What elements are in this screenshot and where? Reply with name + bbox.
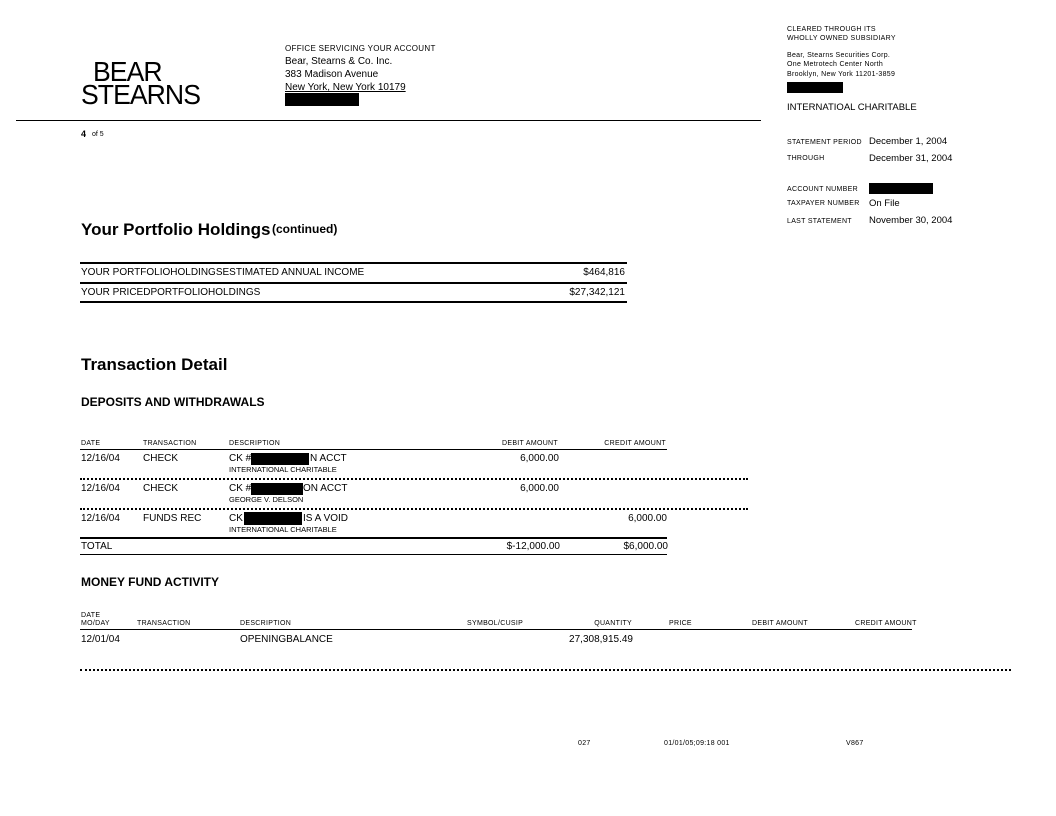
col-quantity: QUANTITY bbox=[594, 620, 632, 627]
col-date: DATE bbox=[81, 440, 101, 447]
row-desc-line2: GEORGE V. DELSON bbox=[229, 495, 304, 504]
row-date: 12/16/04 bbox=[81, 453, 120, 464]
row-date: 12/16/04 bbox=[81, 513, 120, 524]
deposits-heading: DEPOSITS AND WITHDRAWALS bbox=[81, 395, 265, 409]
mf-row-description: OPENINGBALANCE bbox=[240, 634, 333, 645]
redaction-box bbox=[251, 483, 303, 495]
footer-code1: 027 bbox=[578, 740, 591, 747]
through-value: December 31, 2004 bbox=[869, 153, 953, 164]
redaction-box bbox=[244, 512, 302, 525]
statement-period-label: STATEMENT PERIOD bbox=[787, 139, 862, 146]
money-fund-header-rule bbox=[80, 629, 912, 630]
redaction-box bbox=[787, 82, 843, 93]
holdings-title: Your Portfolio Holdings bbox=[81, 220, 271, 239]
header-rule bbox=[16, 120, 761, 121]
row-credit: 6,000.00 bbox=[628, 513, 667, 524]
row-date: 12/16/04 bbox=[81, 483, 120, 494]
col-price: PRICE bbox=[669, 620, 692, 627]
page-number: 4 bbox=[81, 129, 87, 139]
col-credit: CREDIT AMOUNT bbox=[855, 620, 917, 627]
clearing-line1: CLEARED THROUGH ITS bbox=[787, 26, 876, 33]
col-transaction: TRANSACTION bbox=[143, 440, 197, 447]
holdings-subtitle: (continued) bbox=[272, 222, 338, 236]
holdings-rule-bottom bbox=[80, 301, 627, 303]
row-desc-a: CK bbox=[229, 513, 243, 524]
col-date-top: DATE bbox=[81, 612, 101, 619]
row-debit: 6,000.00 bbox=[520, 483, 559, 494]
account-name: INTERNATIOAL CHARITABLE bbox=[787, 102, 917, 113]
logo-line2: STEARNS bbox=[81, 79, 200, 110]
col-credit: CREDIT AMOUNT bbox=[604, 440, 666, 447]
through-label: THROUGH bbox=[787, 155, 825, 162]
row-divider bbox=[80, 478, 748, 480]
col-debit: DEBIT AMOUNT bbox=[502, 440, 558, 447]
row-desc-b: ON ACCT bbox=[303, 483, 348, 494]
office-name: Bear, Stearns & Co. Inc. bbox=[285, 56, 393, 67]
row-transaction: FUNDS REC bbox=[143, 513, 202, 524]
row-debit: 6,000.00 bbox=[520, 453, 559, 464]
taxpayer-value: On File bbox=[869, 198, 900, 209]
col-moday: MO/DAY bbox=[81, 620, 110, 627]
transaction-detail-title: Transaction Detail bbox=[81, 355, 228, 374]
row-desc-b: IS A VOID bbox=[303, 513, 349, 524]
row-desc-a: CK # bbox=[229, 483, 252, 494]
last-statement-label: LAST STATEMENT bbox=[787, 218, 852, 225]
footer-code2: V867 bbox=[846, 740, 864, 747]
holdings-row-value: $464,816 bbox=[583, 267, 625, 278]
row-transaction: CHECK bbox=[143, 483, 179, 494]
holdings-row-label: YOUR PORTFOLIOHOLDINGSESTIMATED ANNUAL INCOME bbox=[81, 267, 365, 278]
row-divider bbox=[80, 508, 748, 510]
last-statement-value: November 30, 2004 bbox=[869, 215, 953, 226]
account-number-redaction bbox=[869, 183, 933, 194]
holdings-row-label: YOUR PRICEDPORTFOLIOHOLDINGS bbox=[81, 287, 261, 298]
account-number-label: ACCOUNT NUMBER bbox=[787, 186, 858, 193]
col-description: DESCRIPTION bbox=[240, 620, 292, 627]
taxpayer-label: TAXPAYER NUMBER bbox=[787, 200, 860, 207]
mf-row-quantity: 27,308,915.49 bbox=[569, 634, 633, 645]
col-debit: DEBIT AMOUNT bbox=[752, 620, 808, 627]
total-label: TOTAL bbox=[81, 541, 113, 552]
row-desc-b: N ACCT bbox=[310, 453, 347, 464]
total-rule-top bbox=[80, 537, 667, 539]
col-description: DESCRIPTION bbox=[229, 440, 281, 447]
total-debit: $-12,000.00 bbox=[506, 541, 560, 552]
office-city: New York, New York 10179 bbox=[285, 82, 406, 93]
clearing-line2: WHOLLY OWNED SUBSIDIARY bbox=[787, 35, 896, 42]
redaction-box bbox=[285, 93, 359, 106]
logo-line1: BEAR bbox=[93, 56, 162, 87]
statement-period-value: December 1, 2004 bbox=[869, 136, 948, 147]
clearing-street: One Metrotech Center North bbox=[787, 61, 884, 68]
row-desc-line2: INTERNATIONAL CHARITABLE bbox=[229, 525, 337, 534]
deposits-header-rule bbox=[80, 449, 667, 450]
holdings-row-value: $27,342,121 bbox=[569, 287, 625, 298]
money-fund-divider bbox=[80, 669, 1011, 671]
row-desc-a: CK # bbox=[229, 453, 252, 464]
total-credit: $6,000.00 bbox=[623, 541, 668, 552]
row-desc-line2: INTERNATIONAL CHARITABLE bbox=[229, 465, 337, 474]
total-rule-bottom bbox=[80, 554, 667, 555]
clearing-city: Brooklyn, New York 11201-3859 bbox=[787, 71, 896, 78]
office-label: OFFICE SERVICING YOUR ACCOUNT bbox=[285, 44, 436, 53]
page-of: of 5 bbox=[92, 131, 104, 138]
col-transaction: TRANSACTION bbox=[137, 620, 191, 627]
holdings-rule-mid bbox=[80, 282, 627, 284]
col-symbol: SYMBOL/CUSIP bbox=[467, 620, 524, 627]
money-fund-heading: MONEY FUND ACTIVITY bbox=[81, 575, 220, 589]
mf-row-date: 12/01/04 bbox=[81, 634, 120, 645]
footer-timestamp: 01/01/05;09:18 001 bbox=[664, 740, 730, 747]
clearing-name: Bear, Stearns Securities Corp. bbox=[787, 52, 891, 59]
holdings-rule-top bbox=[80, 262, 627, 264]
redaction-box bbox=[251, 453, 309, 465]
row-transaction: CHECK bbox=[143, 453, 179, 464]
office-street: 383 Madison Avenue bbox=[285, 69, 379, 80]
